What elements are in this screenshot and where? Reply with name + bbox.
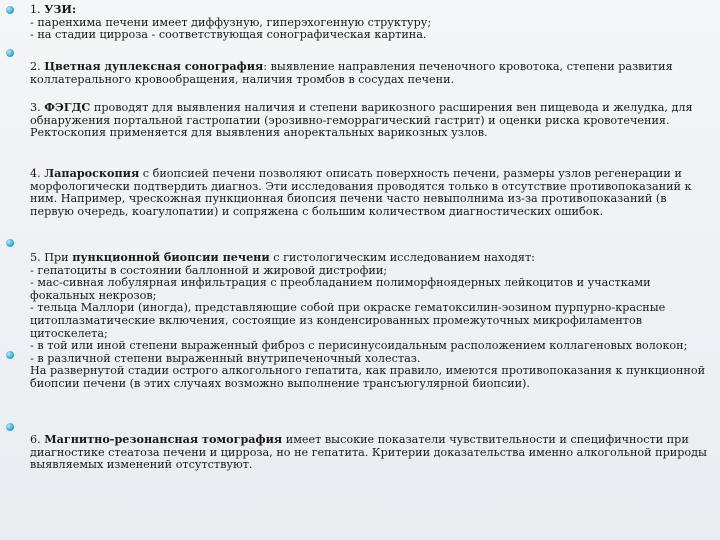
- item-title: ФЭГДС: [44, 100, 91, 114]
- item-line: На развернутой стадии острого алкогольного гепатита, как правило, имеются противопоказания к пункционной биопсии печени (в этих случаях возможно выполнение трансъюгулярной биопсии).: [30, 364, 706, 390]
- bullet-icon: [6, 49, 14, 57]
- item-text: с гистологическим исследованием находят:: [269, 251, 535, 264]
- item-title: пункционной биопсии печени: [72, 250, 270, 264]
- item-duplex-sonography: [30, 60, 710, 86]
- item-number: 6.: [30, 433, 41, 446]
- item-title: Цветная дуплексная сонография: [44, 59, 264, 73]
- item-line: - в той или иной степени выраженный фиброз с перисинусоидальным расположением коллагеновых волокон;: [30, 339, 688, 353]
- item-text: имеет высокие показатели чувствительности и специфичности при диагностике стеатоза печени и цирроза, но не гепатита. Критерии доказательства именно алкогольной природы выявляемых изменений отсутствуют.: [30, 433, 707, 472]
- item-fegds: [30, 101, 710, 140]
- bullet-icon: [6, 239, 14, 247]
- item-number: 4.: [30, 167, 41, 180]
- item-line: - гепатоциты в состоянии баллонной и жировой дистрофии;: [30, 263, 388, 277]
- bullet-icon: [6, 351, 14, 359]
- item-number: 1.: [30, 3, 41, 16]
- item-title: Лапароскопия: [44, 166, 140, 180]
- item-line: - на стадии цирроза - соответствующая сонографическая картина.: [30, 28, 427, 42]
- item-number: 2.: [30, 60, 41, 73]
- item-title: Магнитно-резонансная томография: [44, 432, 283, 446]
- bullet-icon: [6, 6, 14, 14]
- item-ultrasound: [30, 3, 710, 42]
- item-laparoscopy: [30, 167, 710, 218]
- item-line: - мас-сивная лобулярная инфильтрация с преобладанием полиморфноядерных лейкоцитов и участками фокальных некрозов;: [30, 276, 651, 302]
- item-line: - тельца Маллори (иногда), представляющие собой при окраске гематоксилин-эозином пурпурно-красные цитоплазматические включения, состоящие из конденсированных промежуточных микрофиламентов цитоскелета;: [30, 301, 666, 340]
- item-text: с биопсией печени позволяют описать поверхность печени, размеры узлов регенерации и морфологически подтвердить диагноз. Эти исследования проводятся только в отсутствие противопоказаний к ним. Например, чрескожная пункционная биопсия печени часто невыполнима из-за противопоказаний (в первую очередь, коагулопатии) и сопряжена с большим количеством диагностических ошибок.: [30, 167, 692, 218]
- item-mri: [30, 433, 710, 472]
- item-prefix: При: [44, 251, 73, 264]
- bullet-icon: [6, 423, 14, 431]
- item-line: - в различной степени выраженный внутрипеченочный холестаз.: [30, 351, 421, 365]
- item-text: проводят для выявления наличия и степени варикозного расширения вен пищевода и желудка, для обнаружения портальной гастропатии (эрозивно-геморрагический гастрит) и оценки риска кровотечения.: [30, 101, 693, 127]
- item-number: 5.: [30, 251, 41, 264]
- item-number: 3.: [30, 101, 41, 114]
- item-title: УЗИ:: [44, 2, 77, 16]
- item-text: : выявление направления печеночного кровотока, степени развития коллатерального кровообращения, наличия тромбов в сосудах печени.: [30, 60, 673, 86]
- item-extra: Ректоскопия применяется для выявления аноректальных варикозных узлов.: [30, 126, 488, 140]
- item-line: - паренхима печени имеет диффузную, гиперэхогенную структуру;: [30, 15, 432, 29]
- item-biopsy: [30, 251, 710, 391]
